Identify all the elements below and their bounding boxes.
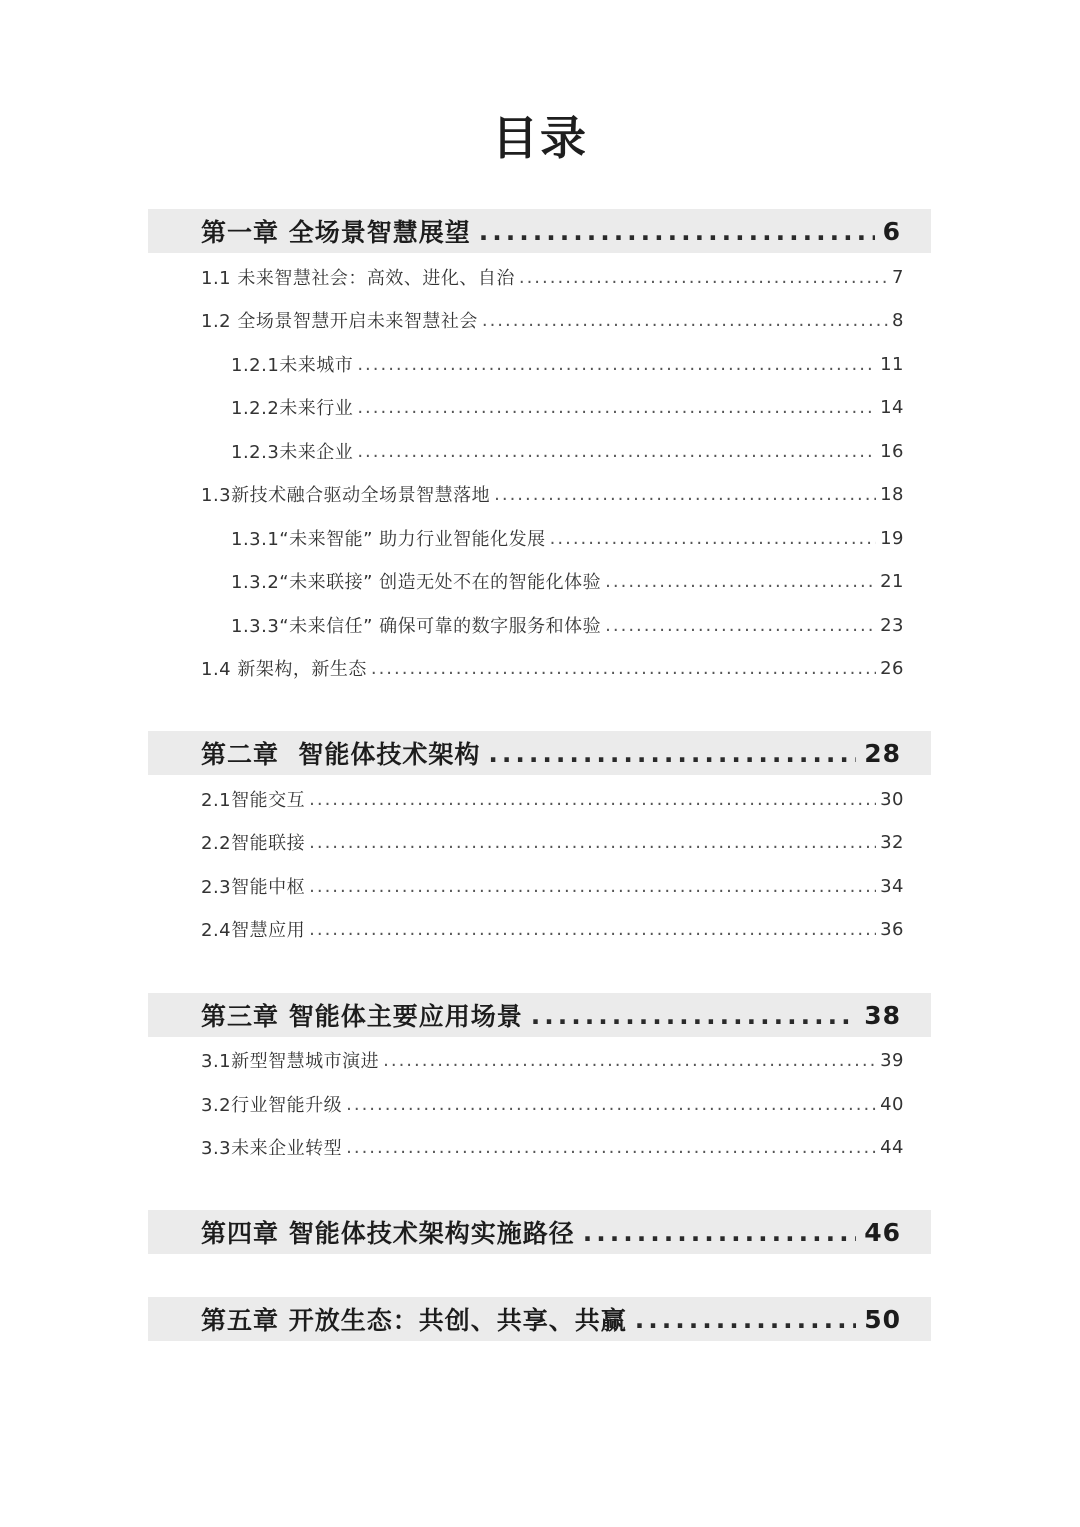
section-title: 2.4智慧应用 <box>201 920 306 941</box>
page-number: 28 <box>864 738 901 768</box>
section-title: 3.1新型智慧城市演进 <box>201 1051 380 1072</box>
section-title: 3.3未来企业转型 <box>201 1138 343 1159</box>
section-title: 2.1智能交互 <box>201 790 306 811</box>
dot-leader <box>383 1050 876 1071</box>
page-number: 8 <box>892 309 904 331</box>
toc-section-2-1[interactable] <box>201 784 904 814</box>
dot-leader <box>635 1305 856 1334</box>
dot-leader <box>309 832 876 853</box>
page-number: 6 <box>882 216 901 246</box>
page-number: 11 <box>880 353 904 375</box>
dot-leader <box>550 528 876 549</box>
page-number: 38 <box>864 1000 901 1030</box>
dot-leader <box>605 571 876 592</box>
section-title: 1.3.2“未来联接” 创造无处不在的智能化体验 <box>231 572 602 593</box>
section-title: 1.3.1“未来智能” 助力行业智能化发展 <box>231 529 546 550</box>
page-number: 14 <box>880 396 904 418</box>
dot-leader <box>309 919 876 940</box>
chapter-title: 第五章 开放生态：共创、共享、共赢 <box>201 1306 627 1335</box>
dot-leader <box>519 267 888 288</box>
page-number: 16 <box>880 440 904 462</box>
toc-chapter-4[interactable] <box>148 1210 931 1254</box>
toc-chapter-3[interactable] <box>148 993 931 1037</box>
page-number: 26 <box>880 657 904 679</box>
section-title: 1.2.2未来行业 <box>231 398 354 419</box>
toc-section-3-3[interactable] <box>201 1132 904 1162</box>
toc-section-1-3-3[interactable] <box>231 610 904 640</box>
toc-section-1-3-1[interactable] <box>231 523 904 553</box>
page-number: 46 <box>864 1217 901 1247</box>
dot-leader <box>482 310 888 331</box>
page-number: 50 <box>864 1304 901 1334</box>
page-number: 19 <box>880 527 904 549</box>
section-title: 2.2智能联接 <box>201 833 306 854</box>
toc-section-1-4[interactable] <box>201 653 904 683</box>
section-title: 1.2 全场景智慧开启未来智慧社会 <box>201 311 478 332</box>
page-number: 32 <box>880 831 904 853</box>
toc-section-3-1[interactable] <box>201 1045 904 1075</box>
section-title: 1.4 新架构，新生态 <box>201 659 367 680</box>
toc-section-1-2-3[interactable] <box>231 436 904 466</box>
toc-section-2-2[interactable] <box>201 827 904 857</box>
toc-chapter-1[interactable] <box>148 209 931 253</box>
toc-section-3-2[interactable] <box>201 1089 904 1119</box>
dot-leader <box>488 739 856 768</box>
dot-leader <box>494 484 876 505</box>
dot-leader <box>479 217 875 246</box>
dot-leader <box>357 354 876 375</box>
chapter-title: 第四章 智能体技术架构实施路径 <box>201 1219 575 1248</box>
toc-section-1-3[interactable] <box>201 479 904 509</box>
section-title: 2.3智能中枢 <box>201 877 306 898</box>
page-number: 23 <box>880 614 904 636</box>
dot-leader <box>346 1137 876 1158</box>
section-title: 1.2.1未来城市 <box>231 355 354 376</box>
dot-leader <box>605 615 876 636</box>
dot-leader <box>309 789 876 810</box>
toc-section-2-3[interactable] <box>201 871 904 901</box>
dot-leader <box>371 658 876 679</box>
chapter-title: 第一章 全场景智慧展望 <box>201 218 471 247</box>
page-number: 34 <box>880 875 904 897</box>
dot-leader <box>531 1001 856 1030</box>
dot-leader <box>346 1094 876 1115</box>
page-number: 44 <box>880 1136 904 1158</box>
dot-leader <box>583 1218 856 1247</box>
toc-section-1-1[interactable] <box>201 262 904 292</box>
section-title: 1.3.3“未来信任” 确保可靠的数字服务和体验 <box>231 616 602 637</box>
toc-section-2-4[interactable] <box>201 914 904 944</box>
page-number: 7 <box>892 266 904 288</box>
page-title: 目录 <box>492 111 588 165</box>
section-title: 3.2行业智能升级 <box>201 1095 343 1116</box>
dot-leader <box>357 397 876 418</box>
page-number: 39 <box>880 1049 904 1071</box>
chapter-title: 第二章 智能体技术架构 <box>201 740 481 769</box>
dot-leader <box>309 876 876 897</box>
toc-chapter-2[interactable] <box>148 731 931 775</box>
toc-section-1-2[interactable] <box>201 305 904 335</box>
toc-section-1-3-2[interactable] <box>231 566 904 596</box>
toc-chapter-5[interactable] <box>148 1297 931 1341</box>
section-title: 1.3新技术融合驱动全场景智慧落地 <box>201 485 491 506</box>
page-number: 36 <box>880 918 904 940</box>
section-title: 1.2.3未来企业 <box>231 442 354 463</box>
dot-leader <box>357 441 876 462</box>
page-number: 21 <box>880 570 904 592</box>
chapter-title: 第三章 智能体主要应用场景 <box>201 1002 523 1031</box>
toc-section-1-2-2[interactable] <box>231 392 904 422</box>
toc-section-1-2-1[interactable] <box>231 349 904 379</box>
section-title: 1.1 未来智慧社会：高效、进化、自治 <box>201 268 515 289</box>
page-number: 18 <box>880 483 904 505</box>
page-number: 30 <box>880 788 904 810</box>
page-number: 40 <box>880 1093 904 1115</box>
